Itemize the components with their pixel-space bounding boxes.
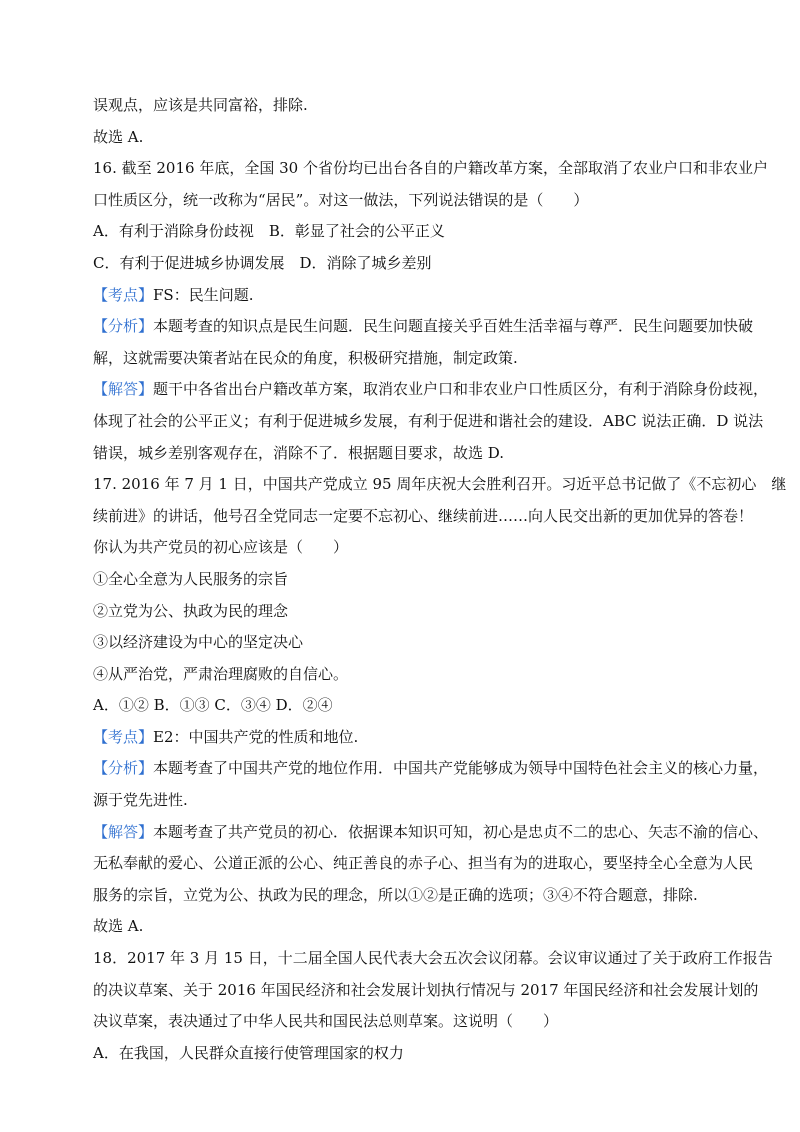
section-tag: 【考点】 [93,285,154,304]
text-line [93,248,713,280]
line-text: 误观点，应该是共同富裕，排除. [93,96,308,114]
line-text: 解，这就需要决策者站在民众的角度，积极研究措施，制定政策. [93,348,518,367]
text-line [93,153,768,185]
section-tag: 【考点】 [93,727,154,746]
line-text: 你认为共产党员的初心应该是（ ） [93,538,349,557]
line-text: 口性质区分，统一改称为“居民”。对这一做法，下列说法错误的是（ ） [93,190,589,209]
text-line [93,785,713,817]
section-tag: 【分析】 [93,759,154,778]
text-line [93,880,713,912]
text-line [93,406,764,438]
text-line [93,943,773,975]
section-tag: 【分析】 [93,317,154,336]
text-line [93,817,769,849]
text-line [93,311,754,343]
line-text: ③以经济建设为中心的坚定决心 [93,633,304,652]
line-text: ④从严治党，严肃治理腐败的自信心。 [93,664,349,683]
text-line [93,216,713,248]
text-line [93,280,713,312]
text-line [93,532,713,564]
text-line [93,343,713,375]
line-text: 题干中各省出台户籍改革方案，取消农业户口和非农业户口性质区分，有利于消除身份歧视， [153,380,769,399]
line-text: E2：中国共产党的性质和地位. [153,727,359,746]
line-text: 续前进》的讲话，他号召全党同志一定要不忘初心、继续前进……向人民交出新的更加优异的答卷！ [93,506,754,525]
section-tag: 【解答】 [93,380,154,399]
text-line [93,659,713,691]
line-text: A．有利于消除身份歧视 B．彰显了社会的公平正义 [93,222,445,241]
line-text: 故选 A. [93,127,144,146]
text-line [93,122,713,154]
line-text: ②立党为公、执政为民的理念 [93,601,289,620]
line-text: 16. 截至 2016 年底，全国 30 个省份均已出台各自的户籍改革方案，全部取消了农业户口和非农业户 [93,159,768,178]
line-text: 服务的宗旨，立党为公、执政为民的理念，所以①②是正确的选项；③④不符合题意，排除. [93,885,698,904]
text-line [93,911,713,943]
text-line [93,596,713,628]
line-text: 17. 2016 年 7 月 1 日，中国共产党成立 95 周年庆祝大会胜利召开。习近平总书记做了《不忘初心 继 [93,475,787,494]
text-line [93,564,713,596]
line-text: C．有利于促进城乡协调发展 D．消除了城乡差别 [93,253,432,272]
line-text: 体现了社会的公平正义；有利于促进城乡发展，有利于促进和谐社会的建设．ABC 说法正确．D 说法 [93,411,764,430]
line-text: 18．2017 年 3 月 15 日，十二届全国人民代表大会五次会议闭幕。会议审议通过了关于政府工作报告 [93,949,773,968]
document-body [93,90,787,1069]
text-line [93,753,769,785]
line-text: 决议草案，表决通过了中华人民共和国民法总则草案。这说明（ ） [93,1012,559,1031]
line-text: 错误，城乡差别客观存在，消除不了．根据题目要求，故选 D. [93,443,505,462]
line-text: 故选 A. [93,917,144,936]
section-tag: 【解答】 [93,822,154,841]
line-text: 本题考查的知识点是民生问题．民生问题直接关乎百姓生活幸福与尊严．民生问题要加快破 [153,317,754,336]
text-line [93,848,754,880]
line-text: 本题考查了中国共产党的地位作用．中国共产党能够成为领导中国特色社会主义的核心力量， [153,759,769,778]
text-line [93,975,759,1007]
text-line [93,185,713,217]
line-text: 的决议草案、关于 2016 年国民经济和社会发展计划执行情况与 2017 年国民经济和社会发展计划的 [93,980,759,999]
text-line [93,501,754,533]
line-text: A．①② B．①③ C．③④ D．②④ [93,696,333,715]
line-text: 源于党先进性. [93,791,188,810]
text-line [93,690,713,722]
text-line [93,1038,713,1070]
text-line [93,469,787,501]
text-line [93,722,713,754]
line-text: 本题考查了共产党员的初心．依据课本知识可知，初心是忠贞不二的忠心、矢志不渝的信心、 [153,822,769,841]
line-text: ①全心全意为人民服务的宗旨 [93,569,289,588]
text-line [93,90,713,122]
text-line [93,374,769,406]
text-line [93,1006,713,1038]
text-line [93,627,713,659]
line-text: 无私奉献的爱心、公道正派的公心、纯正善良的赤子心、担当有为的进取心，要坚持全心全意为人民 [93,854,754,873]
line-text: FS：民生问题. [153,285,254,304]
line-text: A．在我国，人民群众直接行使管理国家的权力 [93,1043,404,1062]
text-line [93,438,713,470]
